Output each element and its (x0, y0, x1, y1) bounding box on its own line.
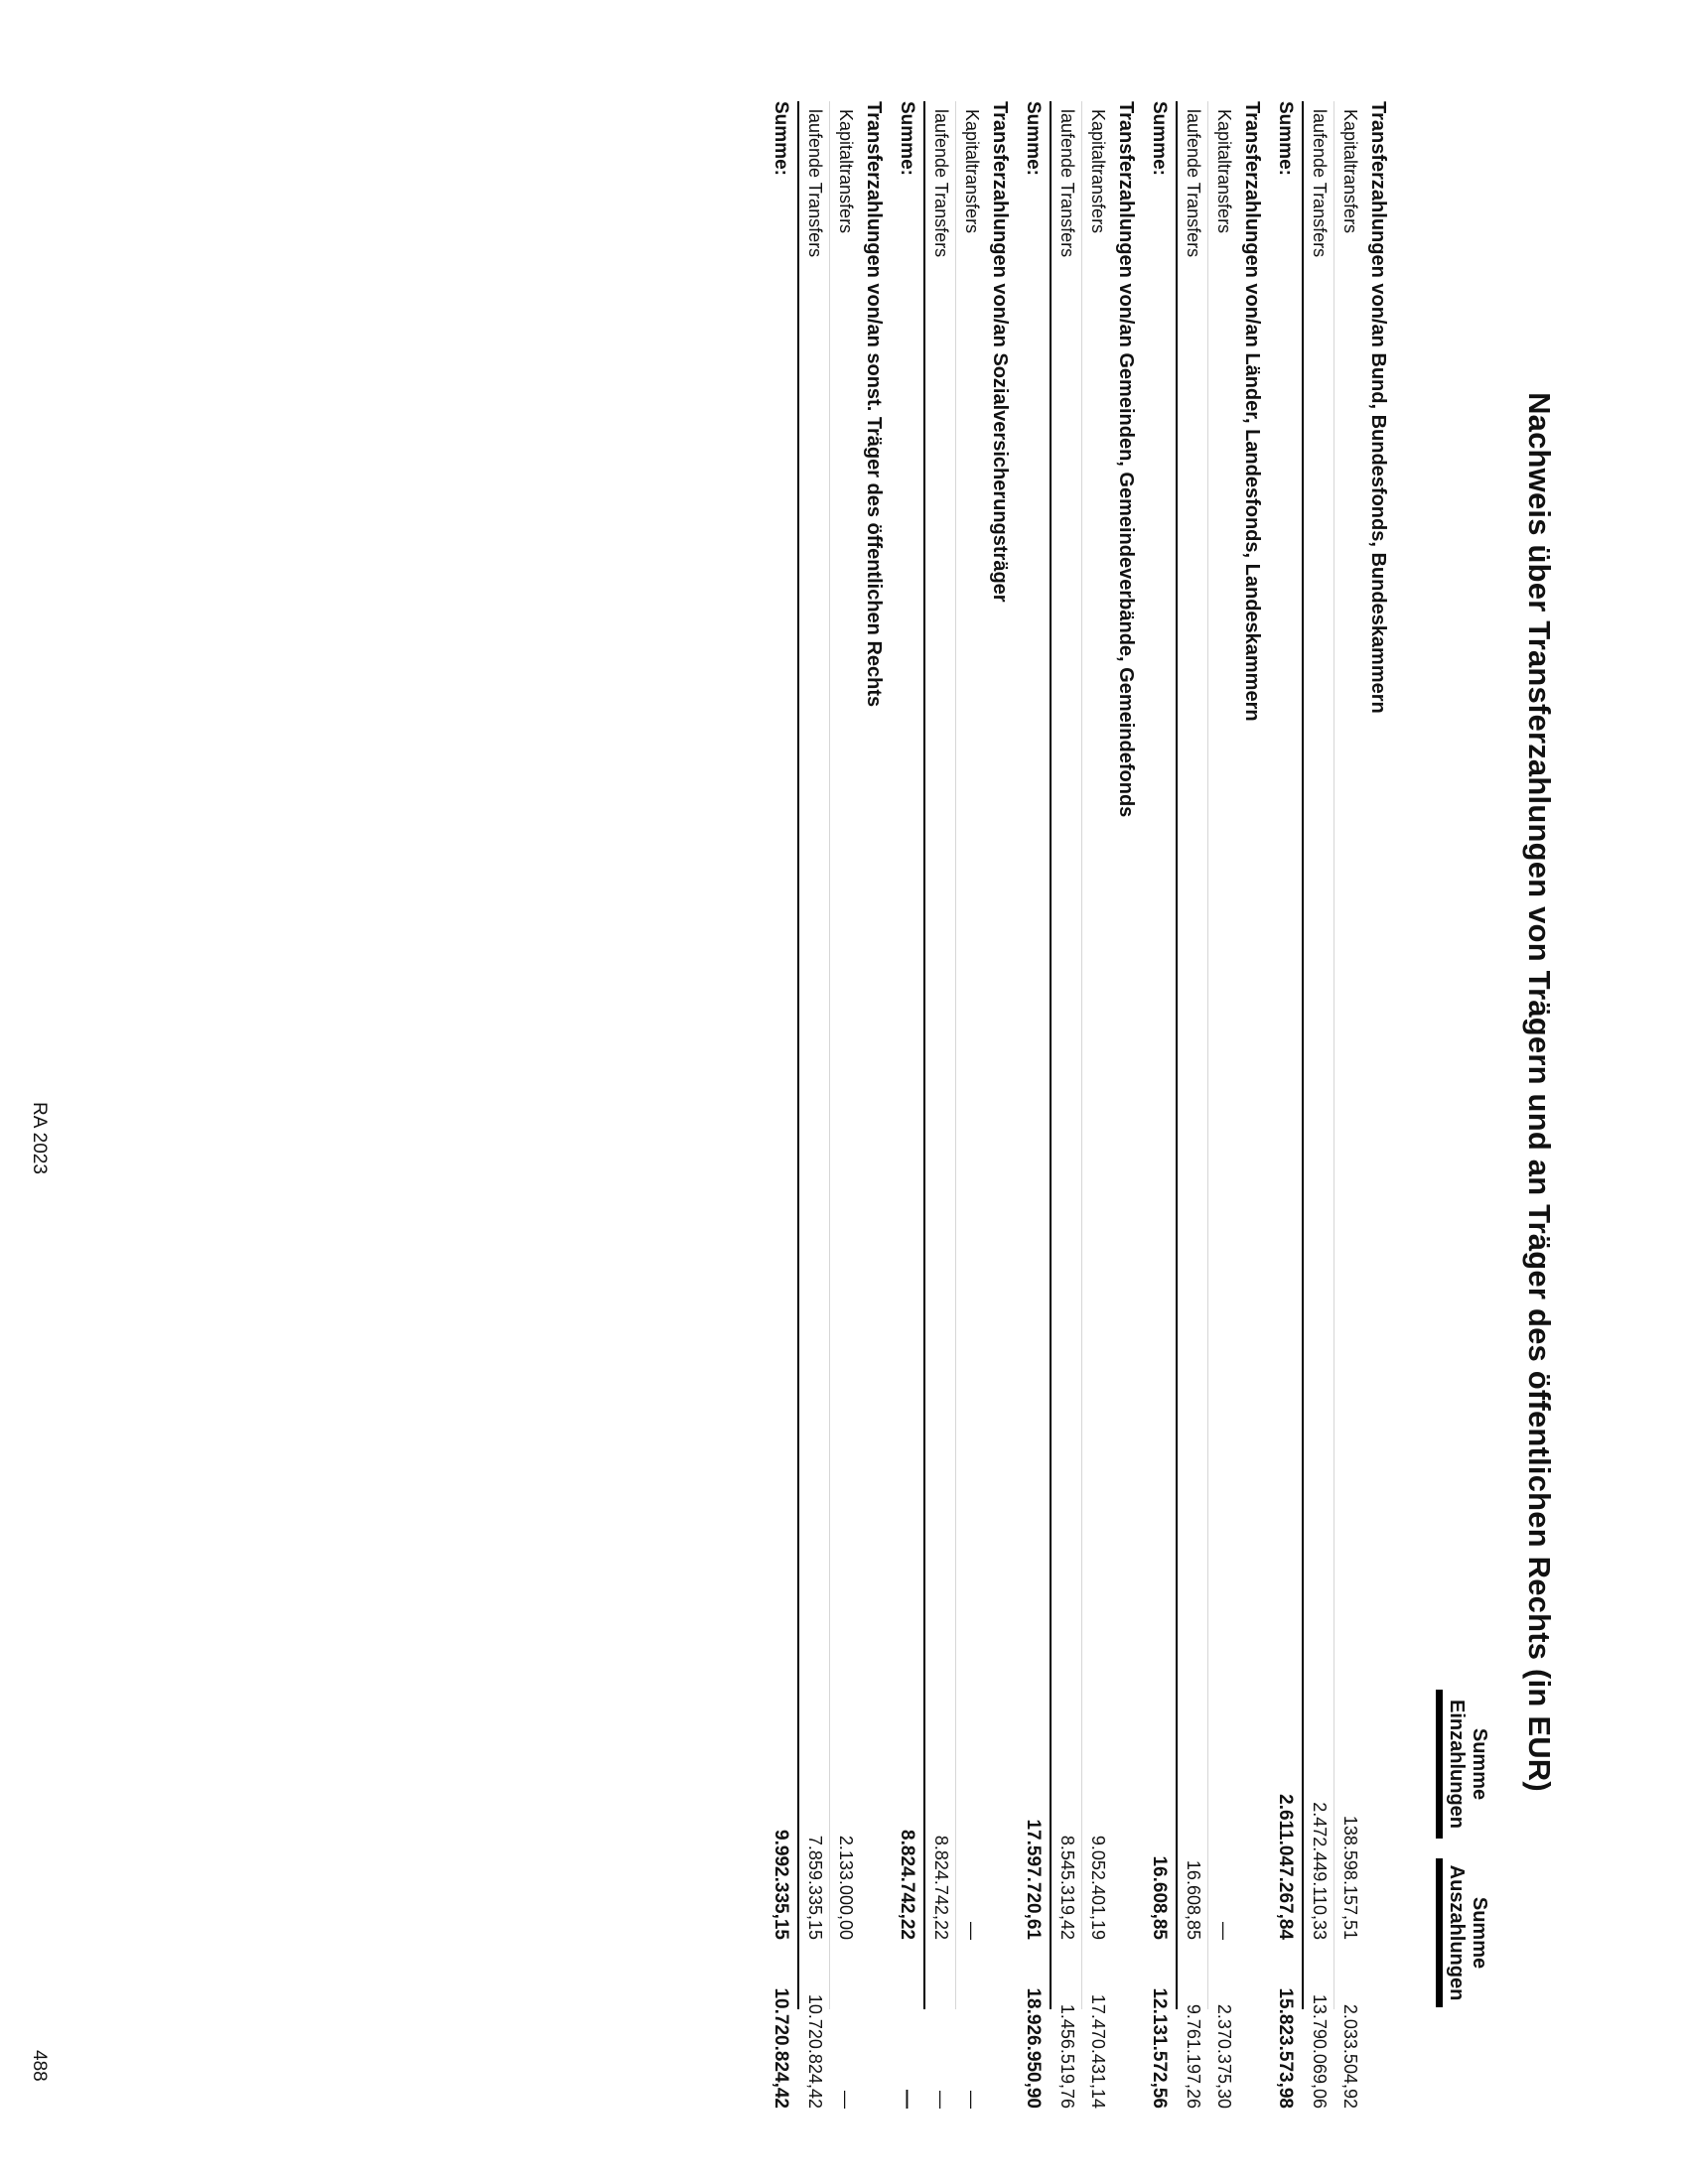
einzahlungen-sum: 17.597.720,61 (1023, 1819, 1044, 1940)
auszahlungen-value: 9.761.197,26 (1184, 2003, 1203, 2109)
table-row (1081, 101, 1112, 2109)
report-id: RA 2023 (29, 1102, 50, 1174)
table-row (1207, 101, 1238, 2109)
column-header-bar (1436, 1858, 1443, 2007)
sum-row (1144, 101, 1174, 2109)
table-row (955, 101, 986, 2109)
table-row (797, 101, 829, 2109)
column-header-bar (1436, 1690, 1443, 1839)
row-label: laufende Transfers (931, 109, 951, 258)
einzahlungen-value: 16.608,85 (1184, 1859, 1203, 1940)
column-header-line: Summe (1469, 1727, 1490, 1801)
auszahlungen-value: — (836, 2091, 856, 2109)
sum-label: Summe: (1149, 101, 1170, 176)
sum-row (892, 101, 921, 2109)
einzahlungen-value: 2.133.000,00 (836, 1835, 856, 1940)
section-title: Transferzahlungen von/an Gemeinden, Gemeindeverbände, Gemeindefonds (1115, 101, 1137, 818)
row-label: Kapitaltransfers (1088, 109, 1108, 234)
einzahlungen-value: — (1214, 1922, 1234, 1940)
page-number: 488 (29, 2050, 50, 2082)
auszahlungen-value: 2.370.375,30 (1214, 2003, 1234, 2109)
table-row (923, 101, 955, 2109)
einzahlungen-sum: 8.824.742,22 (897, 1830, 917, 1940)
einzahlungen-value: 7.859.335,15 (805, 1835, 825, 1940)
table-row (1050, 101, 1081, 2109)
row-label: laufende Transfers (805, 109, 825, 258)
auszahlungen-value: 10.720.824,42 (805, 1993, 825, 2109)
auszahlungen-sum: 15.823.573,98 (1275, 1987, 1296, 2109)
sum-label: Summe: (897, 101, 917, 176)
table-row (1333, 101, 1364, 2109)
auszahlungen-value: 17.470.431,14 (1088, 1993, 1108, 2109)
column-header-auszahlungen (1436, 1858, 1490, 2007)
einzahlungen-value: 8.545.319,42 (1057, 1835, 1077, 1940)
einzahlungen-sum: 9.992.335,15 (771, 1830, 791, 1940)
section-title: Transferzahlungen von/an Sozialversicherungsträger (989, 101, 1011, 603)
section-title: Transferzahlungen von/an sonst. Träger des öffentlichen Rechts (863, 101, 885, 708)
row-label: laufende Transfers (1057, 109, 1077, 258)
sum-label: Summe: (1275, 101, 1296, 176)
row-label: Kapitaltransfers (962, 109, 982, 234)
table-row (1302, 101, 1333, 2109)
einzahlungen-sum: 16.608,85 (1149, 1855, 1170, 1940)
auszahlungen-sum: 18.926.950,90 (1023, 1987, 1044, 2109)
sum-row (1270, 101, 1300, 2109)
section-title: Transferzahlungen von/an Länder, Landesfonds, Landeskammern (1241, 101, 1263, 722)
auszahlungen-sum: — (897, 2090, 917, 2109)
column-header-line: Summe (1469, 1896, 1490, 1970)
page-title: Nachweis über Transferzahlungen von Trägern und an Träger des öffentlichen Rechts (in EUR) (1522, 392, 1557, 1792)
column-header-line: Auszahlungen (1446, 1864, 1468, 2001)
row-label: Kapitaltransfers (836, 109, 856, 234)
sum-label: Summe: (771, 101, 791, 176)
column-header-line: Einzahlungen (1446, 1700, 1468, 1829)
einzahlungen-value: 138.598.157,51 (1340, 1815, 1360, 1940)
auszahlungen-sum: 10.720.824,42 (771, 1987, 791, 2109)
einzahlungen-value: 8.824.742,22 (931, 1835, 951, 1940)
einzahlungen-value: 9.052.401,19 (1088, 1835, 1108, 1940)
auszahlungen-value: 2.033.504,92 (1340, 2003, 1360, 2109)
section-title: Transferzahlungen von/an Bund, Bundesfonds, Bundeskammern (1367, 101, 1389, 714)
einzahlungen-sum: 2.611.047.267,84 (1275, 1794, 1296, 1940)
row-label: laufende Transfers (1310, 109, 1330, 258)
column-header-einzahlungen (1436, 1690, 1490, 1839)
auszahlungen-sum: 12.131.572,56 (1149, 1987, 1170, 2109)
row-label: laufende Transfers (1184, 109, 1203, 258)
einzahlungen-value: — (962, 1922, 982, 1940)
row-label: Kapitaltransfers (1214, 109, 1234, 234)
table-row (1176, 101, 1207, 2109)
einzahlungen-value: 2.472.449.110,33 (1310, 1802, 1330, 1940)
sum-row (1018, 101, 1048, 2109)
auszahlungen-value: 1.456.519,76 (1057, 2003, 1077, 2109)
sum-label: Summe: (1023, 101, 1044, 176)
auszahlungen-value: 13.790.069,06 (1310, 1993, 1330, 2109)
sum-row (766, 101, 795, 2109)
row-label: Kapitaltransfers (1340, 109, 1360, 234)
auszahlungen-value: — (962, 2091, 982, 2109)
table-row (829, 101, 860, 2109)
auszahlungen-value: — (931, 2091, 951, 2109)
